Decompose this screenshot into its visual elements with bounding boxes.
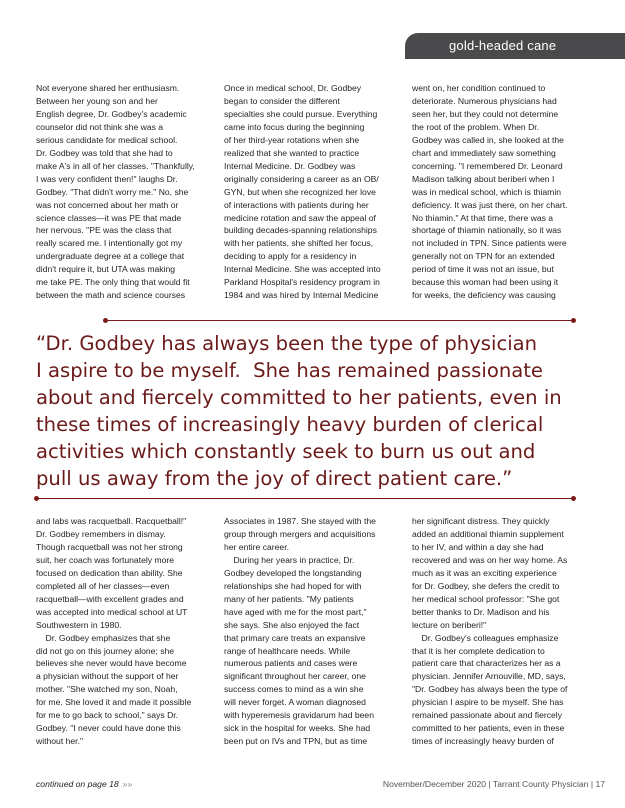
section-tab-label: gold-headed cane — [449, 38, 557, 53]
article-column-3-bottom: her significant distress. They quickly added an additional thiamin supplement to her IV, and within a day she had recovered and was on her way home. As much as it was an exciting experience for Dr. Godbey, she defers the credit to her medical school professor: "She got better thanks to Dr. Madison and his lecture on beriberi!" Dr. Godbey's colleagues emphasize that it is her complete dedication to patient care that characterizes her as a physician. Jennifer Arnouville, MD, says, "Dr. Godbey has always been the type of physician I aspire to be myself. She has remained passionate about and fiercely committed to her patients, even in these times of increasingly heavy burden of — [412, 516, 568, 747]
pull-quote: “Dr. Godbey has always been the type of physician I aspire to be myself. She has remained passionate about and fiercely committed to her patients, even in these times of increasingly heavy burden of clerical activities which constantly seek to burn us out and pull us away from the joy of direct patient care.” — [36, 332, 562, 490]
chevron-right-icon: »» — [122, 779, 133, 789]
continued-label: continued on page 18 — [36, 779, 119, 789]
continued-link[interactable] — [36, 779, 132, 789]
pull-quote-top-dot-right — [571, 318, 576, 323]
section-tab — [405, 33, 625, 59]
pull-quote-bottom-dot-left — [34, 496, 39, 501]
article-column-2-bottom: Associates in 1987. She stayed with the group through mergers and acquisitions her entire career. During her years in practice, Dr. Godbey developed the longstanding relationships she had hoped for with many of her patients. "My patients have aged with me for the most part," she says. She also enjoyed the fact that primary care treats an expansive range of healthcare needs. While numerous patients and cases were significant throughout her career, one success comes to mind as a win she will never forget. A woman diagnosed with hyperemesis gravidarum had been sick in the hospital for weeks. She had been put on IVs and TPN, but as time — [224, 516, 376, 747]
page-footer-issue: November/December 2020 | Tarrant County Physician | 17 — [382, 779, 605, 789]
article-column-3-top: went on, her condition continued to deteriorate. Numerous physicians had seen her, but they could not determine the root of the problem. When Dr. Godbey was called in, she looked at the chart and immediately saw something concerning. "I remembered Dr. Leonard Madison talking about beriberi when I was in medical school, which is thiamin deficiency. It was just there, on her chart. No thiamin." At that time, there was a shortage of thiamin nationally, so it was not included in TPN. Since patients were generally not on TPN for an extended period of time it was not an issue, but because this woman had been using it for weeks, the deficiency was causing — [412, 83, 568, 301]
pull-quote-bottom-dot-right — [571, 496, 576, 501]
article-column-1-top: Not everyone shared her enthusiasm. Between her young son and her English degree, Dr. Godbey's academic counselor did not think she was a serious candidate for medical school. Dr. Godbey was told that she had to make A's in all of her classes. "Thankfully, I was very confident then!" laughs Dr. Godbey. "That didn't worry me." No, she was not concerned about her math or science classes—it was PE that made her nervous. "PE was the class that really scared me. I intentionally got my undergraduate degree at a college that didn't require it, but UTA was making me take PE. The only thing that would fit between the math and science courses — [36, 83, 195, 301]
pull-quote-bottom-rule — [38, 498, 573, 499]
article-column-1-bottom: and labs was racquetball. Racquetball!" Dr. Godbey remembers in dismay. Though racquetball was not her strong suit, her coach was fortunately more focused on dedication than ability. She completed all of her classes—even racquetball—with excellent grades and was accepted into medical school at UT Southwestern in 1980. Dr. Godbey emphasizes that she did not go on this journey alone; she believes she never would have become a physician without the support of her mother. "She watched my son, Noah, for me. She loved it and made it possible for me to go back to school," says Dr. Godbey. "I never could have done this without her." — [36, 516, 192, 747]
pull-quote-top-rule — [108, 320, 573, 321]
pull-quote-top-dot-left — [103, 318, 108, 323]
article-column-2-top: Once in medical school, Dr. Godbey began to consider the different specialties she could pursue. Everything came into focus during the beginning of her third-year rotations when she realized that she wanted to practice Internal Medicine. Dr. Godbey was originally considering a career as an OB/ GYN, but when she recognized her love of interactions with patients during her medicine rotation and saw the appeal of building decades-spanning relationships with her patients, she shifted her focus, deciding to apply for a residency in Internal Medicine. She was accepted into Parkland Hospital's residency program in 1984 and was hired by Internal Medicine — [224, 83, 381, 301]
